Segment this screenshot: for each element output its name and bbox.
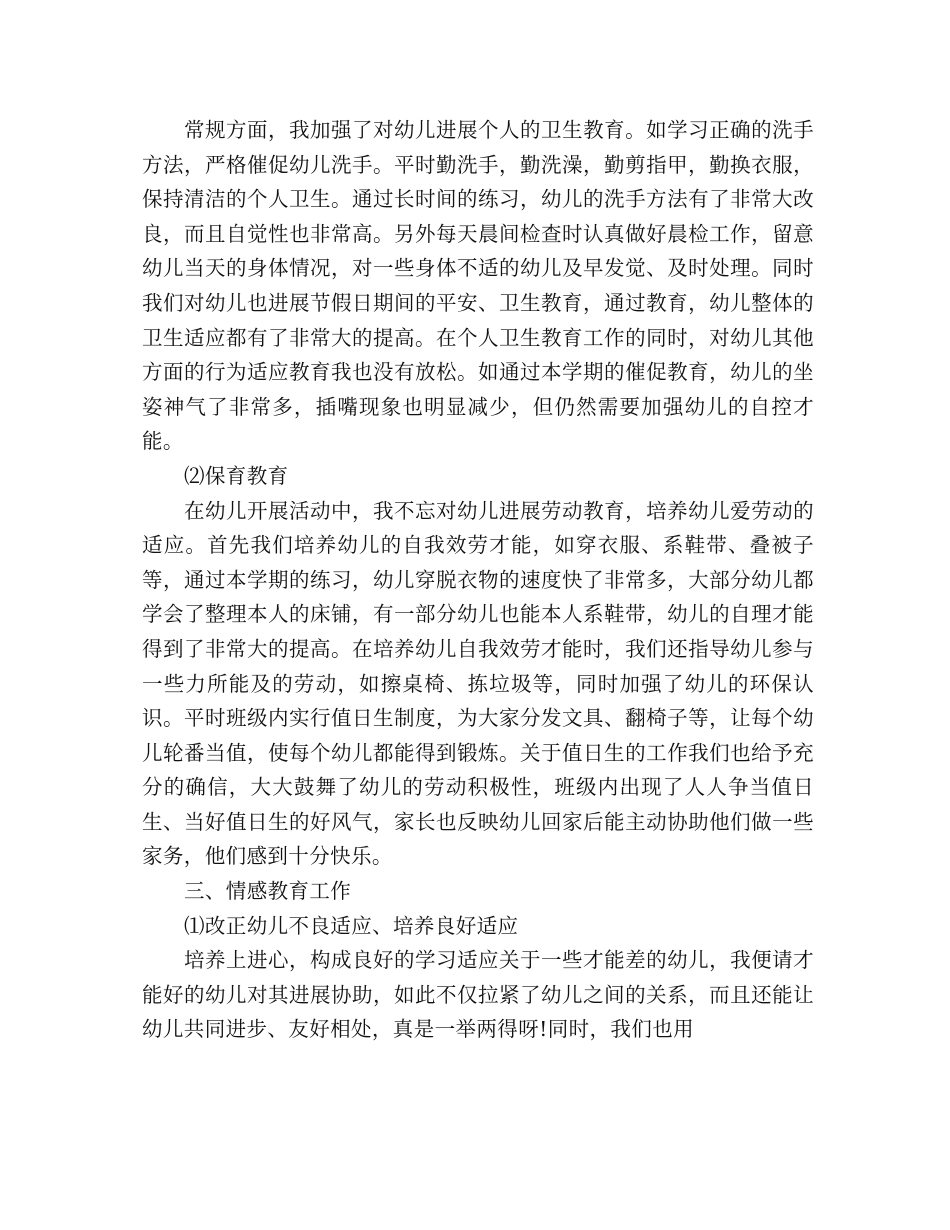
paragraph-motivation: 培养上进心，构成良好的学习适应关于一些才能差的幼儿，我便请才能好的幼儿对其进展协助，如此不仅拉紧了幼儿之间的关系，而且还能让幼儿共同进步、友好相处，真是一举两得呀!同时，我们也用 [142, 948, 814, 1042]
paragraph-labor-education: 在幼儿开展活动中，我不忘对幼儿进展劳动教育，培养幼儿爱劳动的适应。首先我们培养幼儿的自我效劳才能，如穿衣服、系鞋带、叠被子等，通过本学期的练习，幼儿穿脱衣物的速度快了非常多，大部分幼儿都学会了整理本人的床铺，有一部分幼儿也能本人系鞋带，幼儿的自理才能得到了非常大的提高。在培养幼儿自我效劳才能时，我们还指导幼儿参与一些力所能及的劳动，如擦桌椅、拣垃圾等，同时加强了幼儿的环保认识。平时班级内实行值日生制度，为大家分发文具、翻椅子等，让每个幼儿轮番当值，使每个幼儿都能得到锻炼。关于值日生的工作我们也给予充分的确信，大大鼓舞了幼儿的劳动积极性，班级内出现了人人争当值日生、当好值日生的好风气，家长也反映幼儿回家后能主动协助他们做一些家务，他们感到十分快乐。 [142, 498, 814, 869]
section-heading-emotional-education: 三、情感教育工作 [184, 879, 352, 904]
paragraph-hygiene-routine: 常规方面，我加强了对幼儿进展个人的卫生教育。如学习正确的洗手方法，严格催促幼儿洗手。平时勤洗手，勤洗澡，勤剪指甲，勤换衣服，保持清洁的个人卫生。通过长时间的练习，幼儿的洗手方法有了非常大改良，而且自觉性也非常高。另外每天晨间检查时认真做好晨检工作，留意幼儿当天的身体情况，对一些身体不适的幼儿及早发觉、及时处理。同时我们对幼儿也进展节假日期间的平安、卫生教育，通过教育，幼儿整体的卫生适应都有了非常大的提高。在个人卫生教育工作的同时，对幼儿其他方面的行为适应教育我也没有放松。如通过本学期的催促教育，幼儿的坐姿神气了非常多，插嘴现象也明显减少，但仍然需要加强幼儿的自控才能。 [142, 118, 814, 454]
subheading-correct-habits: ⑴改正幼儿不良适应、培养良好适应 [184, 913, 519, 938]
document-body [142, 113, 814, 1047]
subheading-care-education: ⑵保育教育 [184, 463, 289, 488]
